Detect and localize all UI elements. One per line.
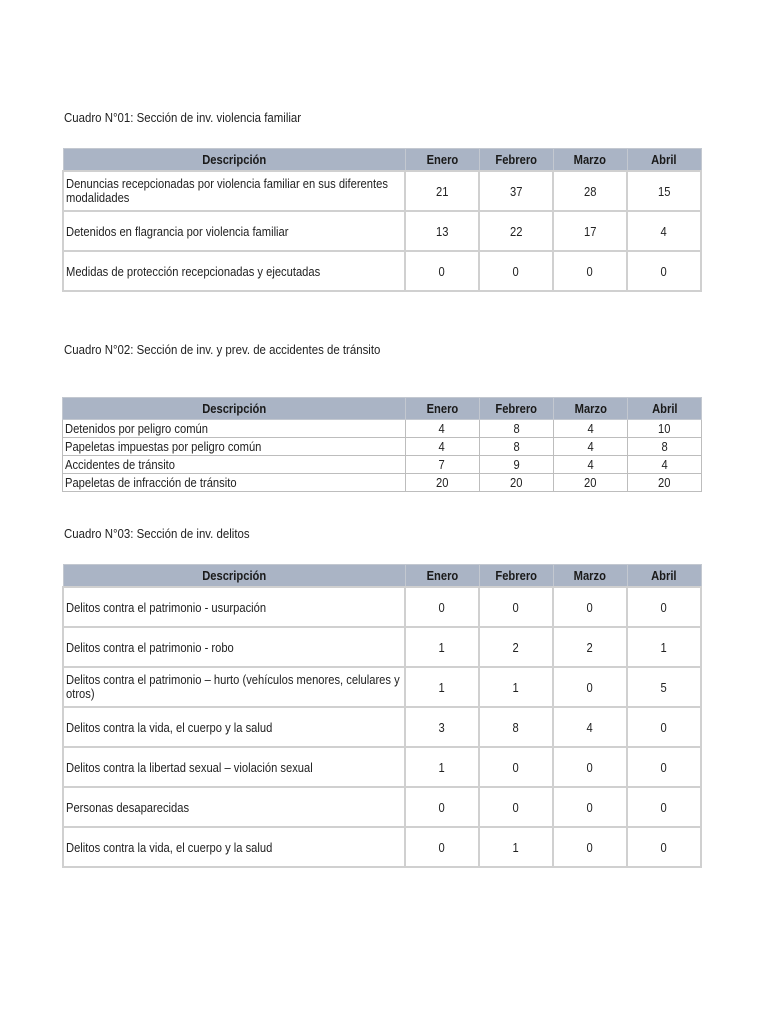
value-text: 17 [583, 223, 597, 239]
table-delitos [62, 564, 702, 868]
cell-value [553, 420, 627, 438]
cell-value [627, 667, 701, 707]
value-text: 4 [586, 719, 594, 735]
cell-value [553, 827, 627, 867]
cell-value [553, 747, 627, 787]
value-text: 0 [586, 679, 594, 695]
row-description [63, 171, 405, 211]
description-text: Papeletas de infracción de tránsito [65, 475, 237, 490]
value-text: 8 [661, 439, 668, 454]
cell-value [553, 474, 627, 492]
header-label: Abril [651, 401, 678, 416]
cell-value [627, 627, 701, 667]
value-text: 20 [435, 475, 449, 490]
description-text: Delitos contra la vida, el cuerpo y la salud [66, 719, 273, 735]
value-text: 4 [587, 439, 594, 454]
header-month [479, 565, 553, 588]
cell-value [479, 474, 553, 492]
description-text: Medidas de protección recepcionadas y ejecutadas [66, 263, 321, 279]
cell-value [553, 667, 627, 707]
value-text: 0 [512, 759, 520, 775]
table-row [63, 420, 702, 438]
header-label: Enero [426, 401, 458, 416]
cell-value [627, 827, 701, 867]
value-text: 7 [438, 457, 446, 472]
header-row [63, 149, 701, 172]
value-text: 5 [660, 679, 668, 695]
value-text: 1 [438, 639, 446, 655]
description-text: Personas desaparecidas [66, 799, 190, 815]
cell-value [405, 474, 479, 492]
value-text: 4 [587, 457, 594, 472]
table-row [63, 827, 701, 867]
table-accidentes-transito [62, 397, 702, 492]
cell-value [553, 707, 627, 747]
value-text: 0 [438, 839, 446, 855]
row-description [63, 787, 405, 827]
cell-value [405, 420, 479, 438]
description-text: Delitos contra el patrimonio – hurto (vehículos menores, celulares y otros) [66, 672, 400, 701]
cell-value [553, 787, 627, 827]
cell-value [479, 827, 553, 867]
table3-caption: Cuadro N°03: Sección de inv. delitos [64, 526, 250, 541]
row-description [63, 211, 405, 251]
cell-value [627, 787, 701, 827]
value-text: 0 [660, 719, 668, 735]
cell-value [405, 707, 479, 747]
table-row [63, 456, 702, 474]
value-text: 20 [584, 475, 597, 490]
row-description [63, 707, 405, 747]
header-month [627, 398, 701, 420]
table-row [63, 251, 701, 291]
header-label: Descripción [201, 152, 266, 167]
value-text: 0 [512, 263, 520, 279]
description-text: Accidentes de tránsito [65, 457, 175, 472]
cell-value [627, 420, 701, 438]
row-description [63, 456, 406, 474]
header-label: Descripción [201, 401, 266, 416]
value-text: 0 [586, 263, 594, 279]
header-month [405, 565, 479, 588]
table2-caption: Cuadro N°02: Sección de inv. y prev. de accidentes de tránsito [64, 342, 381, 357]
value-text: 0 [512, 799, 520, 815]
cell-value [479, 211, 553, 251]
value-text: 20 [658, 475, 671, 490]
row-description [63, 587, 405, 627]
header-row [63, 398, 702, 420]
description-text: Detenidos en flagrancia por violencia familiar [66, 223, 289, 239]
cell-value [405, 667, 479, 707]
cell-value [405, 438, 479, 456]
value-text: 0 [660, 599, 668, 615]
table-row [63, 474, 702, 492]
cell-value [553, 438, 627, 456]
value-text: 2 [586, 639, 594, 655]
cell-value [479, 707, 553, 747]
header-label: Abril [651, 152, 677, 167]
value-text: 20 [509, 475, 523, 490]
header-month [627, 149, 701, 172]
value-text: 10 [658, 421, 671, 436]
header-label: Enero [426, 152, 458, 167]
table-row [63, 627, 701, 667]
value-text: 0 [660, 759, 668, 775]
header-descripcion [63, 398, 406, 420]
cell-value [479, 587, 553, 627]
table1-caption: Cuadro N°01: Sección de inv. violencia familiar [64, 110, 302, 125]
value-text: 4 [587, 421, 594, 436]
cell-value [405, 456, 479, 474]
value-text: 0 [512, 599, 520, 615]
table-violencia-familiar [62, 148, 702, 292]
header-month [553, 565, 627, 588]
row-description [63, 474, 406, 492]
value-text: 4 [438, 421, 446, 436]
cell-value [553, 587, 627, 627]
cell-value [627, 251, 701, 291]
table-row [63, 171, 701, 211]
cell-value [479, 438, 553, 456]
cell-value [479, 171, 553, 211]
description-text: Detenidos por peligro común [65, 421, 208, 436]
header-label: Febrero [495, 568, 537, 583]
cell-value [405, 211, 479, 251]
header-label: Descripción [201, 568, 266, 583]
value-text: 0 [660, 839, 668, 855]
cell-value [553, 251, 627, 291]
value-text: 2 [512, 639, 520, 655]
value-text: 0 [586, 839, 594, 855]
value-text: 8 [513, 439, 520, 454]
table-row [63, 438, 702, 456]
row-description [63, 251, 405, 291]
header-month [553, 398, 627, 420]
header-label: Enero [426, 568, 458, 583]
cell-value [405, 787, 479, 827]
cell-value [627, 211, 701, 251]
header-descripcion [63, 149, 405, 172]
value-text: 1 [660, 639, 668, 655]
table-row [63, 787, 701, 827]
value-text: 8 [512, 719, 520, 735]
cell-value [627, 456, 701, 474]
header-label: Marzo [573, 568, 607, 583]
cell-value [479, 251, 553, 291]
cell-value [405, 251, 479, 291]
row-description [63, 627, 405, 667]
header-label: Febrero [495, 401, 538, 416]
value-text: 13 [435, 223, 449, 239]
description-text: Denuncias recepcionadas por violencia familiar en sus diferentes modalidades [66, 176, 388, 205]
value-text: 1 [512, 839, 520, 855]
cell-value [627, 587, 701, 627]
header-row [63, 565, 701, 588]
value-text: 0 [438, 599, 446, 615]
row-description [63, 420, 406, 438]
description-text: Delitos contra la libertad sexual – violación sexual [66, 759, 313, 775]
header-label: Febrero [495, 152, 537, 167]
header-month [553, 149, 627, 172]
value-text: 21 [435, 183, 449, 199]
description-text: Papeletas impuestas por peligro común [65, 439, 262, 454]
header-month [479, 149, 553, 172]
row-description [63, 438, 406, 456]
row-description [63, 747, 405, 787]
description-text: Delitos contra el patrimonio - robo [66, 639, 234, 655]
value-text: 8 [513, 421, 520, 436]
value-text: 22 [509, 223, 523, 239]
cell-value [627, 747, 701, 787]
value-text: 1 [438, 759, 446, 775]
value-text: 0 [438, 799, 446, 815]
row-description [63, 667, 405, 707]
cell-value [553, 211, 627, 251]
header-label: Marzo [574, 401, 607, 416]
cell-value [553, 456, 627, 474]
row-description [63, 827, 405, 867]
header-month [479, 398, 553, 420]
value-text: 9 [513, 457, 520, 472]
value-text: 4 [438, 439, 446, 454]
description-text: Delitos contra el patrimonio - usurpación [66, 599, 267, 615]
table-row [63, 211, 701, 251]
header-month [627, 565, 701, 588]
cell-value [627, 707, 701, 747]
header-month [405, 149, 479, 172]
value-text: 37 [509, 183, 523, 199]
value-text: 4 [660, 223, 668, 239]
header-descripcion [63, 565, 405, 588]
value-text: 0 [586, 599, 594, 615]
cell-value [627, 474, 701, 492]
table-row [63, 707, 701, 747]
value-text: 15 [657, 183, 671, 199]
header-label: Abril [651, 568, 677, 583]
value-text: 0 [660, 263, 668, 279]
value-text: 0 [586, 759, 594, 775]
cell-value [627, 171, 701, 211]
cell-value [405, 747, 479, 787]
value-text: 0 [586, 799, 594, 815]
description-text: Delitos contra la vida, el cuerpo y la salud [66, 839, 273, 855]
cell-value [479, 787, 553, 827]
cell-value [479, 627, 553, 667]
value-text: 4 [661, 457, 668, 472]
cell-value [405, 627, 479, 667]
value-text: 0 [660, 799, 668, 815]
value-text: 0 [438, 263, 446, 279]
cell-value [479, 456, 553, 474]
cell-value [405, 587, 479, 627]
header-label: Marzo [573, 152, 607, 167]
table-row [63, 747, 701, 787]
cell-value [479, 420, 553, 438]
value-text: 28 [583, 183, 597, 199]
header-month [405, 398, 479, 420]
table-row [63, 587, 701, 627]
cell-value [553, 627, 627, 667]
cell-value [405, 827, 479, 867]
cell-value [479, 667, 553, 707]
cell-value [405, 171, 479, 211]
cell-value [553, 171, 627, 211]
cell-value [627, 438, 701, 456]
cell-value [479, 747, 553, 787]
value-text: 1 [512, 679, 520, 695]
table-row [63, 667, 701, 707]
value-text: 1 [438, 679, 446, 695]
value-text: 3 [438, 719, 446, 735]
